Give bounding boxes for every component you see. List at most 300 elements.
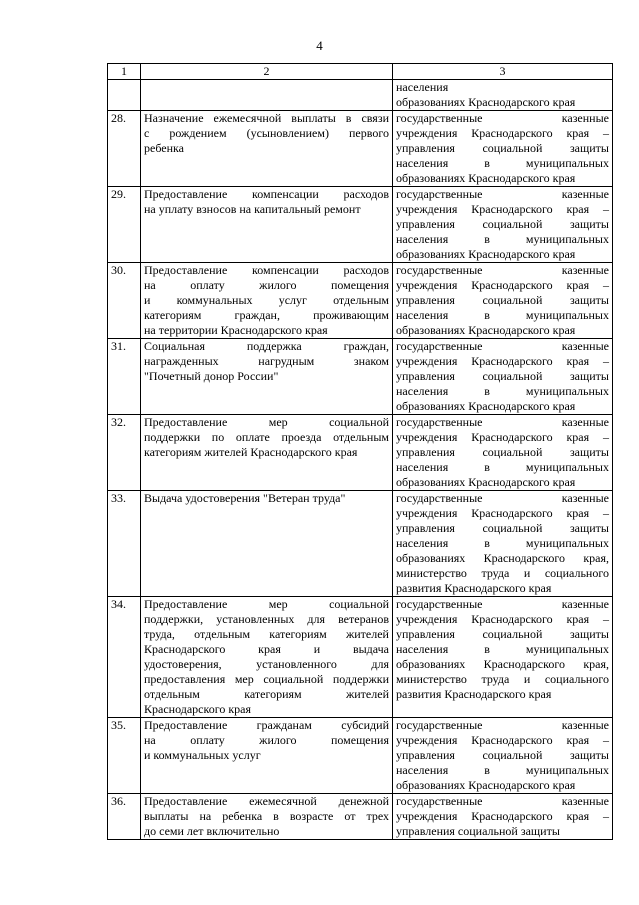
provider-line [396, 278, 609, 293]
service-name-cell [141, 339, 393, 415]
word: населения [396, 536, 449, 550]
word: знаком [353, 354, 389, 368]
provider-line: образованиях Краснодарского края [396, 778, 576, 792]
word: управления [396, 445, 455, 459]
word: Предоставление [144, 794, 228, 808]
word: социальной [329, 415, 389, 429]
provider-cell [393, 718, 613, 794]
word: министерство [396, 566, 467, 580]
word: Предоставление [144, 597, 228, 611]
word: и [144, 293, 151, 307]
word: и [523, 566, 531, 580]
provider-line [396, 369, 609, 384]
word: жителей [345, 687, 389, 701]
word: и [313, 642, 321, 656]
word: края [566, 809, 590, 823]
word: образованиях [396, 657, 466, 671]
word: края [566, 506, 590, 520]
word: рождением [169, 126, 227, 140]
word: Краснодарского [471, 430, 553, 444]
word: первого [349, 126, 389, 140]
word: (усыновлением) [246, 126, 329, 140]
word: компенсации [251, 263, 319, 277]
service-name-line [144, 809, 389, 824]
word: Предоставление [144, 263, 228, 277]
word: населения [396, 232, 449, 246]
provider-line: управления социальной защиты [396, 824, 560, 838]
provider-cell [393, 415, 613, 491]
word: социальной [482, 627, 543, 641]
provider-line [396, 415, 609, 430]
word: населения [396, 763, 449, 777]
word: с [144, 126, 150, 140]
word: защиты [569, 748, 609, 762]
row-number-cell: 32. [108, 415, 141, 491]
word: труда, [144, 627, 175, 641]
word: казенные [561, 339, 609, 353]
row-number-cell: 33. [108, 491, 141, 597]
word: образованиях [396, 551, 466, 565]
provider-line [396, 612, 609, 627]
word: в [484, 460, 490, 474]
word: управления [396, 141, 455, 155]
word: выдача [352, 642, 389, 656]
word: – [602, 354, 609, 368]
word: защиты [569, 369, 609, 383]
word: Краснодарского [471, 278, 553, 292]
word: учреждения [396, 126, 458, 140]
provider-cell [393, 187, 613, 263]
service-name-line [144, 718, 389, 733]
continuation-row [108, 80, 613, 111]
provider-line: образованиях Краснодарского края [396, 247, 576, 261]
table-row [108, 339, 613, 415]
word: края [566, 202, 590, 216]
word: государственные [396, 794, 483, 808]
word: – [602, 278, 609, 292]
provider-line: образованиях Краснодарского края [396, 475, 576, 489]
word: защиты [569, 293, 609, 307]
word: Социальная [144, 339, 206, 353]
service-name-line: Краснодарского края [144, 702, 252, 716]
word: социальной [263, 672, 324, 686]
provider-line [396, 551, 609, 566]
word: муниципальных [525, 232, 609, 246]
service-name-line [144, 733, 389, 748]
table-row [108, 491, 613, 597]
row-number-cell: 30. [108, 263, 141, 339]
word: государственные [396, 491, 483, 505]
word: социальной [482, 217, 543, 231]
provider-line: образованиях Краснодарского края [396, 171, 576, 185]
word: края [258, 642, 281, 656]
word: казенные [561, 415, 609, 429]
continuation-service-cell [141, 80, 393, 111]
word: защиты [569, 627, 609, 641]
word: края [566, 126, 590, 140]
word: Предоставление [144, 718, 228, 732]
row-number-cell: 31. [108, 339, 141, 415]
word: социальной [329, 597, 389, 611]
word: муниципальных [525, 763, 609, 777]
word: населения [396, 308, 449, 322]
provider-line: развития Краснодарского края [396, 687, 552, 701]
word: поддержки, [144, 612, 204, 626]
word: компенсации [251, 187, 319, 201]
header-col-2: 2 [141, 64, 393, 80]
word: коммунальных [176, 293, 253, 307]
word: Краснодарского [471, 733, 553, 747]
word: граждан, [234, 308, 280, 322]
word: казенные [561, 263, 609, 277]
word: управления [396, 369, 455, 383]
word: жилого [259, 733, 297, 747]
provider-line [396, 232, 609, 247]
word: Краснодарского [471, 202, 553, 216]
service-name-line [144, 111, 389, 126]
service-name-line: на территории Краснодарского края [144, 323, 328, 337]
word: Предоставление [144, 187, 228, 201]
provider-line [396, 354, 609, 369]
word: государственные [396, 187, 483, 201]
provider-cell [393, 263, 613, 339]
provider-line [396, 217, 609, 232]
word: социального [544, 672, 609, 686]
word: и [523, 672, 531, 686]
provider-line [396, 642, 609, 657]
word: ребенка [222, 809, 263, 823]
service-name-line [144, 672, 389, 687]
word: оплату [190, 278, 225, 292]
table-row [108, 263, 613, 339]
word: учреждения [396, 506, 458, 520]
word: казенные [561, 794, 609, 808]
header-col-3: 3 [393, 64, 613, 80]
table-row [108, 794, 613, 840]
word: ежемесячной [249, 794, 317, 808]
word: помещения [330, 278, 389, 292]
service-name-line [144, 627, 389, 642]
service-name-line [144, 293, 389, 308]
word: предоставления [144, 672, 226, 686]
service-name-line [144, 794, 389, 809]
word: труда [481, 566, 510, 580]
service-name-line: категориям жителей Краснодарского края [144, 445, 358, 459]
word: муниципальных [525, 308, 609, 322]
provider-line [396, 445, 609, 460]
provider-line: образованиях Краснодарского края [396, 323, 576, 337]
service-name-cell [141, 415, 393, 491]
table-row [108, 415, 613, 491]
provider-line [396, 809, 609, 824]
word: гражданам [256, 718, 312, 732]
service-name-line [144, 339, 389, 354]
word: в [484, 156, 490, 170]
word: – [602, 202, 609, 216]
word: расходов [343, 263, 389, 277]
word: учреждения [396, 278, 458, 292]
word: государственные [396, 263, 483, 277]
provider-line [396, 460, 609, 475]
word: защиты [569, 141, 609, 155]
word: населения [396, 384, 449, 398]
service-name-cell [141, 187, 393, 263]
word: казенные [561, 491, 609, 505]
service-name-line: и коммунальных услуг [144, 748, 261, 762]
provider-line [396, 566, 609, 581]
word: от [344, 809, 356, 823]
service-name-cell [141, 718, 393, 794]
word: – [602, 733, 609, 747]
service-name-line [144, 612, 389, 627]
word: населения [396, 80, 449, 94]
provider-line [396, 506, 609, 521]
word: услуг [278, 293, 307, 307]
table-row [108, 187, 613, 263]
service-name-cell [141, 111, 393, 187]
services-table [107, 63, 613, 840]
word: в [484, 384, 490, 398]
service-name-line [144, 263, 389, 278]
provider-line [396, 657, 609, 672]
word: защиты [569, 521, 609, 535]
word: муниципальных [525, 536, 609, 550]
word: на [144, 278, 156, 292]
service-name-line: до семи лет включительно [144, 824, 280, 838]
word: трех [366, 809, 389, 823]
word: Краснодарского [471, 506, 553, 520]
word: в [484, 763, 490, 777]
word: Краснодарского [471, 126, 553, 140]
word: Предоставление [144, 415, 228, 429]
word: социальной [482, 141, 543, 155]
provider-line [396, 293, 609, 308]
word: края [566, 430, 590, 444]
service-name-line: "Почетный донор России" [144, 369, 279, 383]
provider-line [396, 111, 609, 126]
service-name-line: ребенка [144, 141, 184, 155]
row-number-cell: 34. [108, 597, 141, 718]
word: населения [396, 642, 449, 656]
provider-line [396, 748, 609, 763]
word: мер [268, 415, 288, 429]
provider-line [396, 202, 609, 217]
service-name-line [144, 187, 389, 202]
word: выплаты [291, 111, 336, 125]
service-name-line [144, 642, 389, 657]
word: – [602, 430, 609, 444]
word: населения [396, 156, 449, 170]
word: государственные [396, 339, 483, 353]
word: для [307, 612, 326, 626]
word: Краснодарского [471, 612, 553, 626]
provider-line [396, 263, 609, 278]
word: категориям [269, 627, 327, 641]
provider-line: образованиях Краснодарского края [396, 399, 576, 413]
service-name-line [144, 126, 389, 141]
word: управления [396, 293, 455, 307]
word: казенные [561, 597, 609, 611]
word: категориям [144, 308, 202, 322]
service-name-line [144, 687, 389, 702]
service-name-cell [141, 597, 393, 718]
service-name-line [144, 354, 389, 369]
word: социальной [482, 445, 543, 459]
word: установленных [216, 612, 295, 626]
word: – [602, 126, 609, 140]
word: – [602, 506, 609, 520]
word: государственные [396, 111, 483, 125]
word: государственные [396, 415, 483, 429]
provider-line: развития Краснодарского края [396, 581, 552, 595]
word: связи [361, 111, 389, 125]
word: населения [396, 460, 449, 474]
word: муниципальных [525, 384, 609, 398]
word: Краснодарского [471, 354, 553, 368]
word: в [484, 308, 490, 322]
page-number: 4 [316, 38, 323, 53]
word: помещения [330, 733, 389, 747]
provider-cell [393, 491, 613, 597]
word: установленного [256, 657, 337, 671]
word: Назначение [144, 111, 204, 125]
provider-line [396, 156, 609, 171]
word: края, [583, 551, 609, 565]
word: управления [396, 521, 455, 535]
word: Краснодарского [144, 642, 226, 656]
word: возрасте [289, 809, 334, 823]
word: проживающим [313, 308, 389, 322]
provider-line [396, 733, 609, 748]
word: в [345, 111, 352, 125]
provider-line [396, 491, 609, 506]
word: выплаты [144, 809, 189, 823]
word: управления [396, 217, 455, 231]
word: социальной [482, 521, 543, 535]
row-number-cell: 36. [108, 794, 141, 840]
provider-line [396, 536, 609, 551]
continuation-provider-cell [393, 80, 613, 111]
service-name-line [144, 430, 389, 445]
service-name-line: Выдача удостоверения "Ветеран труда" [144, 491, 346, 505]
provider-line [396, 718, 609, 733]
word: граждан, [343, 339, 389, 353]
word: края [566, 612, 590, 626]
service-name-line [144, 278, 389, 293]
word: социальной [482, 293, 543, 307]
service-name-line [144, 657, 389, 672]
table-row [108, 718, 613, 794]
word: категориям [244, 687, 302, 701]
word: отдельным [333, 430, 389, 444]
word: муниципальных [525, 460, 609, 474]
provider-line [396, 308, 609, 323]
service-name-cell [141, 491, 393, 597]
word: учреждения [396, 430, 458, 444]
word: края [566, 278, 590, 292]
provider-line [396, 187, 609, 202]
service-name-line [144, 597, 389, 612]
provider-line [396, 763, 609, 778]
word: края, [583, 657, 609, 671]
service-name-cell [141, 794, 393, 840]
provider-line [396, 430, 609, 445]
provider-cell [393, 339, 613, 415]
word: мер [234, 672, 254, 686]
word: Краснодарского [483, 657, 565, 671]
word: отдельным [194, 627, 251, 641]
provider-line [396, 672, 609, 687]
service-name-line: на уплату взносов на капитальный ремонт [144, 202, 361, 216]
word: поддержки [332, 672, 389, 686]
continuation-num-cell [108, 80, 141, 111]
provider-cell [393, 597, 613, 718]
word: в [484, 536, 490, 550]
service-name-line [144, 415, 389, 430]
word: государственные [396, 718, 483, 732]
row-number-cell: 29. [108, 187, 141, 263]
word: Краснодарского [483, 551, 565, 565]
word: по [211, 430, 225, 444]
word: министерство [396, 672, 467, 686]
services-table-body [108, 64, 613, 840]
word: в [484, 232, 490, 246]
provider-line [396, 126, 609, 141]
table-row [108, 111, 613, 187]
word: социальной [482, 748, 543, 762]
service-name-cell [141, 263, 393, 339]
word: денежной [338, 794, 389, 808]
service-name-line [144, 308, 389, 323]
word: в [484, 642, 490, 656]
word: социального [544, 566, 609, 580]
row-number-cell: 35. [108, 718, 141, 794]
word: Краснодарского [471, 809, 553, 823]
word: жителей [345, 627, 389, 641]
word: в [273, 809, 279, 823]
table-header-row [108, 64, 613, 80]
word: казенные [561, 718, 609, 732]
word: защиты [569, 445, 609, 459]
word: на [144, 733, 156, 747]
row-number-cell: 28. [108, 111, 141, 187]
word: учреждения [396, 202, 458, 216]
word: социальной [482, 369, 543, 383]
word: проезда [281, 430, 322, 444]
provider-line [396, 141, 609, 156]
word: удостоверения, [144, 657, 222, 671]
word: оплате [235, 430, 270, 444]
word: отдельным [144, 687, 200, 701]
table-row [108, 597, 613, 718]
word: края [566, 733, 590, 747]
word: края [566, 354, 590, 368]
word: государственные [396, 597, 483, 611]
word: учреждения [396, 612, 458, 626]
provider-line [396, 794, 609, 809]
word: мер [268, 597, 288, 611]
continuation-provider-line: образованиях Краснодарского края [396, 95, 576, 109]
provider-line [396, 521, 609, 536]
word: нагрудным [258, 354, 315, 368]
word: казенные [561, 187, 609, 201]
word: субсидий [341, 718, 389, 732]
word: расходов [343, 187, 389, 201]
word: учреждения [396, 354, 458, 368]
provider-line [396, 339, 609, 354]
word: муниципальных [525, 642, 609, 656]
header-col-1: 1 [108, 64, 141, 80]
